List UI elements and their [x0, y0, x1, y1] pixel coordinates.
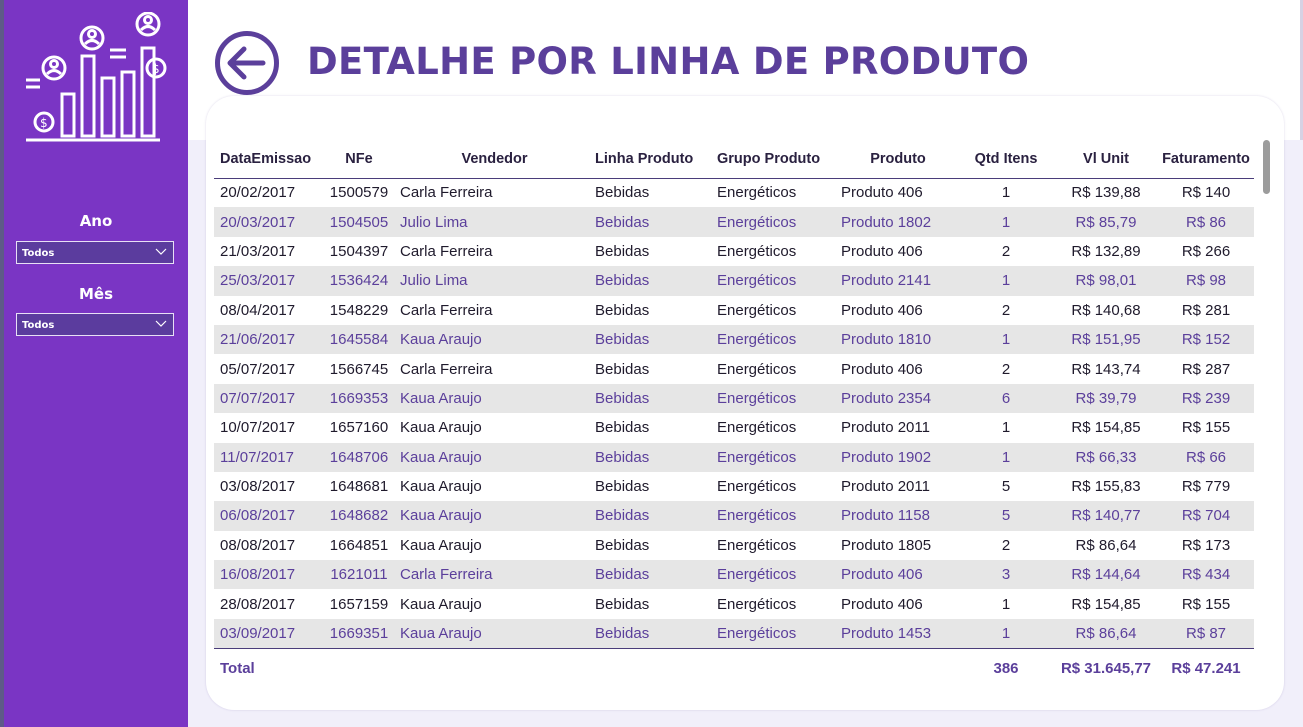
cell-produto: Produto 406 [838, 589, 958, 618]
table-row[interactable] [214, 443, 1254, 472]
cell-dataemissao: 05/07/2017 [214, 354, 321, 383]
cell-produto: Produto 406 [838, 237, 958, 266]
table-row[interactable] [214, 384, 1254, 413]
cell-dataemissao: 03/08/2017 [214, 472, 321, 501]
column-header-nfe[interactable]: NFe [321, 140, 397, 178]
sidebar [4, 0, 188, 727]
cell-nfe: 1664851 [321, 531, 397, 560]
cell-qtd-itens: 5 [958, 472, 1054, 501]
cell-dataemissao: 21/06/2017 [214, 325, 321, 354]
cell-nfe: 1669353 [321, 384, 397, 413]
cell-vl-unit: R$ 140,68 [1054, 296, 1158, 325]
cell-nfe: 1548229 [321, 296, 397, 325]
cell-produto: Produto 2354 [838, 384, 958, 413]
table-row[interactable] [214, 531, 1254, 560]
total-faturamento: R$ 47.241 [1158, 648, 1254, 678]
cell-produto: Produto 406 [838, 560, 958, 589]
cell-linha-produto: Bebidas [592, 354, 714, 383]
cell-faturamento: R$ 152 [1158, 325, 1254, 354]
cell-vendedor: Julio Lima [397, 207, 592, 236]
cell-grupo-produto: Energéticos [714, 413, 838, 442]
cell-dataemissao: 08/08/2017 [214, 531, 321, 560]
cell-vl-unit: R$ 85,79 [1054, 207, 1158, 236]
column-header-vl-unit[interactable]: Vl Unit [1054, 140, 1158, 178]
cell-vendedor: Kaua Araujo [397, 325, 592, 354]
cell-faturamento: R$ 779 [1158, 472, 1254, 501]
cell-vendedor: Kaua Araujo [397, 384, 592, 413]
sales-chart-people-money-icon [22, 12, 172, 147]
mes-dropdown-value: Todos [22, 320, 55, 331]
cell-dataemissao: 06/08/2017 [214, 501, 321, 530]
cell-produto: Produto 2141 [838, 266, 958, 295]
ano-dropdown[interactable] [16, 241, 174, 264]
cell-dataemissao: 08/04/2017 [214, 296, 321, 325]
table-scrollbar[interactable] [1263, 140, 1270, 194]
cell-linha-produto: Bebidas [592, 619, 714, 648]
total-row [214, 648, 1254, 678]
cell-nfe: 1645584 [321, 325, 397, 354]
cell-qtd-itens: 2 [958, 531, 1054, 560]
cell-faturamento: R$ 239 [1158, 384, 1254, 413]
cell-linha-produto: Bebidas [592, 501, 714, 530]
cell-linha-produto: Bebidas [592, 531, 714, 560]
cell-produto: Produto 1158 [838, 501, 958, 530]
table-row[interactable] [214, 296, 1254, 325]
cell-vl-unit: R$ 98,01 [1054, 266, 1158, 295]
cell-grupo-produto: Energéticos [714, 266, 838, 295]
cell-faturamento: R$ 266 [1158, 237, 1254, 266]
table-body [214, 178, 1254, 648]
total-label: Total [214, 648, 321, 678]
cell-qtd-itens: 1 [958, 413, 1054, 442]
cell-vl-unit: R$ 140,77 [1054, 501, 1158, 530]
table-row[interactable] [214, 237, 1254, 266]
arrow-left-circle-icon[interactable] [214, 30, 280, 96]
cell-grupo-produto: Energéticos [714, 296, 838, 325]
table-row[interactable] [214, 472, 1254, 501]
cell-dataemissao: 07/07/2017 [214, 384, 321, 413]
cell-qtd-itens: 5 [958, 501, 1054, 530]
cell-faturamento: R$ 287 [1158, 354, 1254, 383]
cell-faturamento: R$ 155 [1158, 589, 1254, 618]
table-row[interactable] [214, 354, 1254, 383]
cell-nfe: 1648682 [321, 501, 397, 530]
cell-linha-produto: Bebidas [592, 178, 714, 207]
cell-vl-unit: R$ 86,64 [1054, 531, 1158, 560]
cell-grupo-produto: Energéticos [714, 443, 838, 472]
cell-nfe: 1504397 [321, 237, 397, 266]
cell-vendedor: Julio Lima [397, 266, 592, 295]
cell-faturamento: R$ 704 [1158, 501, 1254, 530]
cell-faturamento: R$ 140 [1158, 178, 1254, 207]
cell-linha-produto: Bebidas [592, 589, 714, 618]
cell-vendedor: Kaua Araujo [397, 619, 592, 648]
cell-vendedor: Carla Ferreira [397, 178, 592, 207]
cell-dataemissao: 25/03/2017 [214, 266, 321, 295]
cell-qtd-itens: 2 [958, 237, 1054, 266]
cell-produto: Produto 1902 [838, 443, 958, 472]
cell-vendedor: Kaua Araujo [397, 443, 592, 472]
cell-nfe: 1657160 [321, 413, 397, 442]
cell-qtd-itens: 1 [958, 589, 1054, 618]
cell-vl-unit: R$ 154,85 [1054, 413, 1158, 442]
cell-dataemissao: 20/03/2017 [214, 207, 321, 236]
cell-nfe: 1648706 [321, 443, 397, 472]
cell-grupo-produto: Energéticos [714, 178, 838, 207]
cell-faturamento: R$ 434 [1158, 560, 1254, 589]
total-qtd: 386 [958, 648, 1054, 678]
cell-vl-unit: R$ 155,83 [1054, 472, 1158, 501]
cell-vendedor: Kaua Araujo [397, 531, 592, 560]
chevron-down-icon [155, 318, 167, 328]
cell-vl-unit: R$ 39,79 [1054, 384, 1158, 413]
cell-linha-produto: Bebidas [592, 237, 714, 266]
cell-grupo-produto: Energéticos [714, 325, 838, 354]
cell-grupo-produto: Energéticos [714, 384, 838, 413]
cell-vl-unit: R$ 154,85 [1054, 589, 1158, 618]
cell-vendedor: Carla Ferreira [397, 560, 592, 589]
cell-dataemissao: 10/07/2017 [214, 413, 321, 442]
cell-qtd-itens: 6 [958, 384, 1054, 413]
cell-qtd-itens: 2 [958, 296, 1054, 325]
cell-nfe: 1566745 [321, 354, 397, 383]
cell-produto: Produto 406 [838, 178, 958, 207]
ano-dropdown-value: Todos [22, 248, 55, 259]
cell-linha-produto: Bebidas [592, 472, 714, 501]
cell-produto: Produto 2011 [838, 413, 958, 442]
table-row[interactable] [214, 619, 1254, 648]
cell-produto: Produto 406 [838, 354, 958, 383]
cell-faturamento: R$ 98 [1158, 266, 1254, 295]
cell-vendedor: Kaua Araujo [397, 589, 592, 618]
cell-linha-produto: Bebidas [592, 266, 714, 295]
cell-qtd-itens: 1 [958, 443, 1054, 472]
column-header-produto[interactable]: Produto [838, 140, 958, 178]
cell-vl-unit: R$ 66,33 [1054, 443, 1158, 472]
cell-dataemissao: 21/03/2017 [214, 237, 321, 266]
cell-grupo-produto: Energéticos [714, 207, 838, 236]
cell-dataemissao: 20/02/2017 [214, 178, 321, 207]
cell-qtd-itens: 1 [958, 619, 1054, 648]
svg-text:$: $ [152, 62, 160, 76]
cell-linha-produto: Bebidas [592, 560, 714, 589]
cell-faturamento: R$ 155 [1158, 413, 1254, 442]
cell-linha-produto: Bebidas [592, 413, 714, 442]
cell-produto: Produto 1802 [838, 207, 958, 236]
cell-nfe: 1536424 [321, 266, 397, 295]
cell-vendedor: Carla Ferreira [397, 237, 592, 266]
cell-grupo-produto: Energéticos [714, 472, 838, 501]
detail-table [214, 140, 1254, 678]
column-header-vendedor[interactable]: Vendedor [397, 140, 592, 178]
cell-produto: Produto 1453 [838, 619, 958, 648]
table-row[interactable] [214, 413, 1254, 442]
table-row[interactable] [214, 325, 1254, 354]
table-row[interactable] [214, 589, 1254, 618]
cell-grupo-produto: Energéticos [714, 354, 838, 383]
cell-nfe: 1669351 [321, 619, 397, 648]
table-row[interactable] [214, 178, 1254, 207]
cell-nfe: 1500579 [321, 178, 397, 207]
cell-qtd-itens: 1 [958, 325, 1054, 354]
cell-produto: Produto 2011 [838, 472, 958, 501]
cell-vendedor: Kaua Araujo [397, 501, 592, 530]
cell-qtd-itens: 1 [958, 207, 1054, 236]
cell-vendedor: Kaua Araujo [397, 413, 592, 442]
cell-faturamento: R$ 86 [1158, 207, 1254, 236]
cell-nfe: 1657159 [321, 589, 397, 618]
cell-dataemissao: 28/08/2017 [214, 589, 321, 618]
cell-linha-produto: Bebidas [592, 296, 714, 325]
cell-vl-unit: R$ 132,89 [1054, 237, 1158, 266]
svg-text:$: $ [40, 116, 48, 130]
cell-vendedor: Carla Ferreira [397, 296, 592, 325]
cell-linha-produto: Bebidas [592, 384, 714, 413]
chevron-down-icon [155, 246, 167, 256]
cell-grupo-produto: Energéticos [714, 560, 838, 589]
cell-faturamento: R$ 281 [1158, 296, 1254, 325]
table-header-row [214, 140, 1254, 178]
cell-produto: Produto 1810 [838, 325, 958, 354]
cell-vl-unit: R$ 86,64 [1054, 619, 1158, 648]
cell-qtd-itens: 1 [958, 178, 1054, 207]
cell-dataemissao: 03/09/2017 [214, 619, 321, 648]
table-row[interactable] [214, 266, 1254, 295]
cell-qtd-itens: 3 [958, 560, 1054, 589]
cell-vl-unit: R$ 139,88 [1054, 178, 1158, 207]
cell-produto: Produto 1805 [838, 531, 958, 560]
cell-qtd-itens: 2 [958, 354, 1054, 383]
cell-grupo-produto: Energéticos [714, 531, 838, 560]
cell-faturamento: R$ 87 [1158, 619, 1254, 648]
column-header-linha-produto[interactable]: Linha Produto [592, 140, 714, 178]
cell-grupo-produto: Energéticos [714, 501, 838, 530]
cell-nfe: 1648681 [321, 472, 397, 501]
mes-dropdown[interactable] [16, 313, 174, 336]
table-row[interactable] [214, 560, 1254, 589]
cell-grupo-produto: Energéticos [714, 619, 838, 648]
cell-faturamento: R$ 66 [1158, 443, 1254, 472]
cell-nfe: 1621011 [321, 560, 397, 589]
cell-linha-produto: Bebidas [592, 443, 714, 472]
cell-dataemissao: 11/07/2017 [214, 443, 321, 472]
cell-vl-unit: R$ 143,74 [1054, 354, 1158, 383]
table-row[interactable] [214, 501, 1254, 530]
cell-vl-unit: R$ 144,64 [1054, 560, 1158, 589]
cell-vendedor: Kaua Araujo [397, 472, 592, 501]
column-header-faturamento[interactable]: Faturamento [1158, 140, 1254, 178]
cell-linha-produto: Bebidas [592, 325, 714, 354]
filter-label-mes: Mês [78, 285, 114, 303]
cell-grupo-produto: Energéticos [714, 589, 838, 618]
page-title: DETALHE POR LINHA DE PRODUTO [307, 40, 1030, 83]
cell-dataemissao: 16/08/2017 [214, 560, 321, 589]
cell-vendedor: Carla Ferreira [397, 354, 592, 383]
cell-grupo-produto: Energéticos [714, 237, 838, 266]
cell-nfe: 1504505 [321, 207, 397, 236]
cell-faturamento: R$ 173 [1158, 531, 1254, 560]
table-row[interactable] [214, 207, 1254, 236]
column-header-qtd-itens[interactable]: Qtd Itens [958, 140, 1054, 178]
cell-linha-produto: Bebidas [592, 207, 714, 236]
column-header-grupo-produto[interactable]: Grupo Produto [714, 140, 838, 178]
column-header-dataemissao[interactable]: DataEmissao [214, 140, 321, 178]
cell-produto: Produto 406 [838, 296, 958, 325]
filter-label-ano: Ano [79, 212, 113, 230]
total-vl-unit: R$ 31.645,77 [1054, 648, 1158, 678]
cell-vl-unit: R$ 151,95 [1054, 325, 1158, 354]
cell-qtd-itens: 1 [958, 266, 1054, 295]
